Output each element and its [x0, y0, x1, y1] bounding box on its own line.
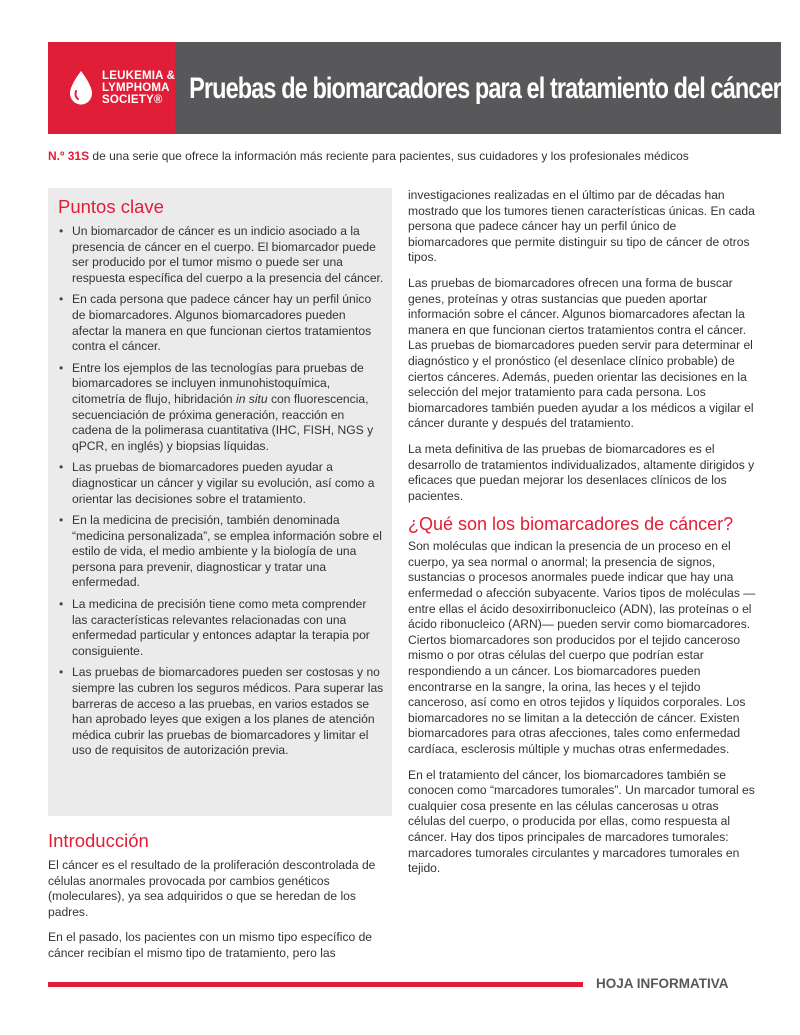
paragraph: Son moléculas que indican la presencia de un proceso en el cuerpo, ya sea normal o anormal; la presencia de signos, sustancias o procesos anormales puede indicar que hay una enfermedad o afección subyacente. Varios tipos de moléculas —entre ellas el ácido desoxirribonucleico (ADN), las proteínas o el ácido ribonucleico (ARN)— pueden servir como biomarcadores. Ciertos biomarcadores son producidos por el tejido canceroso mismo o por otras células del cuerpo que podrían estar respondiendo a un cáncer. Los biomarcadores pueden encontrarse en la sangre, la orina, las heces y el tejido canceroso, así como en otros tejidos y líquidos corporales. Los biomarcadores no se limitan a la detección de cáncer. Existen biomarcadores para otras afecciones, tales como enfermedad cardíaca, esclerosis múltiple y muchas otras enfermedades. [408, 539, 756, 756]
series-number: N.º 31S [48, 149, 90, 163]
key-point-item: • En cada persona que padece cáncer hay un perfil único de biomarcadores. Algunos biomarcadores pueden afectar la manera en que funcionan ciertos tratamientos contra el cáncer. [58, 292, 384, 354]
blood-drop-icon [68, 70, 94, 106]
logo-line-1: LEUKEMIA & [102, 70, 176, 82]
paragraph: En el tratamiento del cáncer, los biomarcadores también se conocen como “marcadores tumorales”. Un marcador tumoral es cualquier cosa presente en las células cancerosas u otras células del cuerpo, o producida por ellas, como respuesta al cáncer. Hay dos tipos principales de marcadores tumorales: marcadores tumorales circulantes y marcadores tumorales en tejido. [408, 767, 755, 876]
page-header [48, 42, 781, 134]
page-title: Pruebas de biomarcadores para el tratamiento del cáncer [189, 71, 781, 104]
key-point-text: Entre los ejemplos de las tecnologías para pruebas de biomarcadores se incluyen inmunohistoquímica, citometría de flujo, hibridación [72, 360, 364, 406]
footer-rule [48, 982, 583, 987]
series-subtitle [48, 149, 758, 163]
key-point-item: • En la medicina de precisión, también denominada “medicina personalizada”, se emplea información sobre el estilo de vida, el medio ambiente y la biología de una persona para prevenir, diagnosticar y tratar una enfermedad. [58, 513, 384, 591]
key-point-item: • La medicina de precisión tiene como meta comprender las características relevantes relacionadas con una enfermedad particular y entonces adaptar la terapia por consiguiente. [58, 597, 384, 659]
logo-line-2: LYMPHOMA [102, 82, 170, 94]
paragraph: En el pasado, los pacientes con un mismo tipo específico de cáncer recibían el mismo tipo de tratamiento, pero las [48, 930, 373, 960]
paragraph: La meta definitiva de las pruebas de biomarcadores es el desarrollo de tratamientos individualizados, altamente dirigidos y eficaces que puedan mejorar los desenlaces clínicos de los pacientes. [408, 441, 755, 503]
key-point-italic: in situ [236, 391, 268, 406]
lls-logo [48, 42, 175, 134]
key-points-heading: Puntos clave [58, 196, 164, 217]
key-points-list [58, 224, 384, 759]
title-banner [175, 42, 781, 134]
biomarkers-heading: ¿Qué son los biomarcadores de cáncer? [408, 514, 734, 535]
series-description: de una serie que ofrece la información más reciente para pacientes, sus cuidadores y los profesionales médicos [89, 149, 689, 163]
logo-wordmark [102, 70, 175, 106]
key-points-box [48, 188, 392, 816]
key-point-item [58, 361, 384, 455]
paragraph: Las pruebas de biomarcadores ofrecen una forma de buscar genes, proteínas y otras sustancias que pueden aportar información sobre el cáncer. Algunos biomarcadores afectan la manera en que funcionan ciertos tratamientos contra el cáncer. Las pruebas de biomarcadores pueden servir para determinar el diagnóstico y el pronóstico (el desenlace clínico probable) de ciertos cánceres. Además, pueden orientar las decisiones en la selección del mejor tratamiento para cada persona. Los biomarcadores también pueden ayudar a los médicos a vigilar el cáncer durante y después del tratamiento. [408, 275, 754, 431]
paragraph: investigaciones realizadas en el último par de décadas han mostrado que los tumores tienen características únicas. En cada persona que padece cáncer hay un perfil único de biomarcadores que permite distinguir su tipo de cáncer de otros tipos. [408, 188, 755, 265]
key-point-item: • Un biomarcador de cáncer es un indicio asociado a la presencia de cáncer en el cuerpo. El biomarcador puede ser producido por el tumor mismo o puede ser una respuesta específica del cuerpo a la presencia del cáncer. [58, 224, 384, 286]
introduction-section [48, 830, 392, 972]
footer-label: HOJA INFORMATIVA [596, 976, 729, 991]
key-point-item: • Las pruebas de biomarcadores pueden ser costosas y no siempre las cubren los seguros médicos. Para superar las barreras de acceso a las pruebas, en varios estados se han aprobado leyes que exigen a los planes de atención médica cubrir las pruebas de biomarcadores y limitar el uso de requisitos de autorización previa. [58, 665, 384, 759]
key-point-item: • Las pruebas de biomarcadores pueden ayudar a diagnosticar un cáncer y vigilar su evolución, así como a orientar las decisiones sobre el tratamiento. [58, 460, 384, 507]
introduction-heading: Introducción [48, 830, 149, 851]
logo-line-3: SOCIETY® [102, 94, 163, 106]
paragraph: El cáncer es el resultado de la proliferación descontrolada de células anormales provocada por cambios genéticos (moleculares), ya sea adquiridos o que se heredan de los padres. [48, 858, 376, 919]
right-column [408, 188, 756, 887]
key-point-text: con fluorescencia, secuenciación de próxima generación, reacción en cadena de la polimerasa cuantitativa (IHC, FISH, NGS y qPCR, en inglés) y biopsias líquidas. [72, 391, 374, 453]
